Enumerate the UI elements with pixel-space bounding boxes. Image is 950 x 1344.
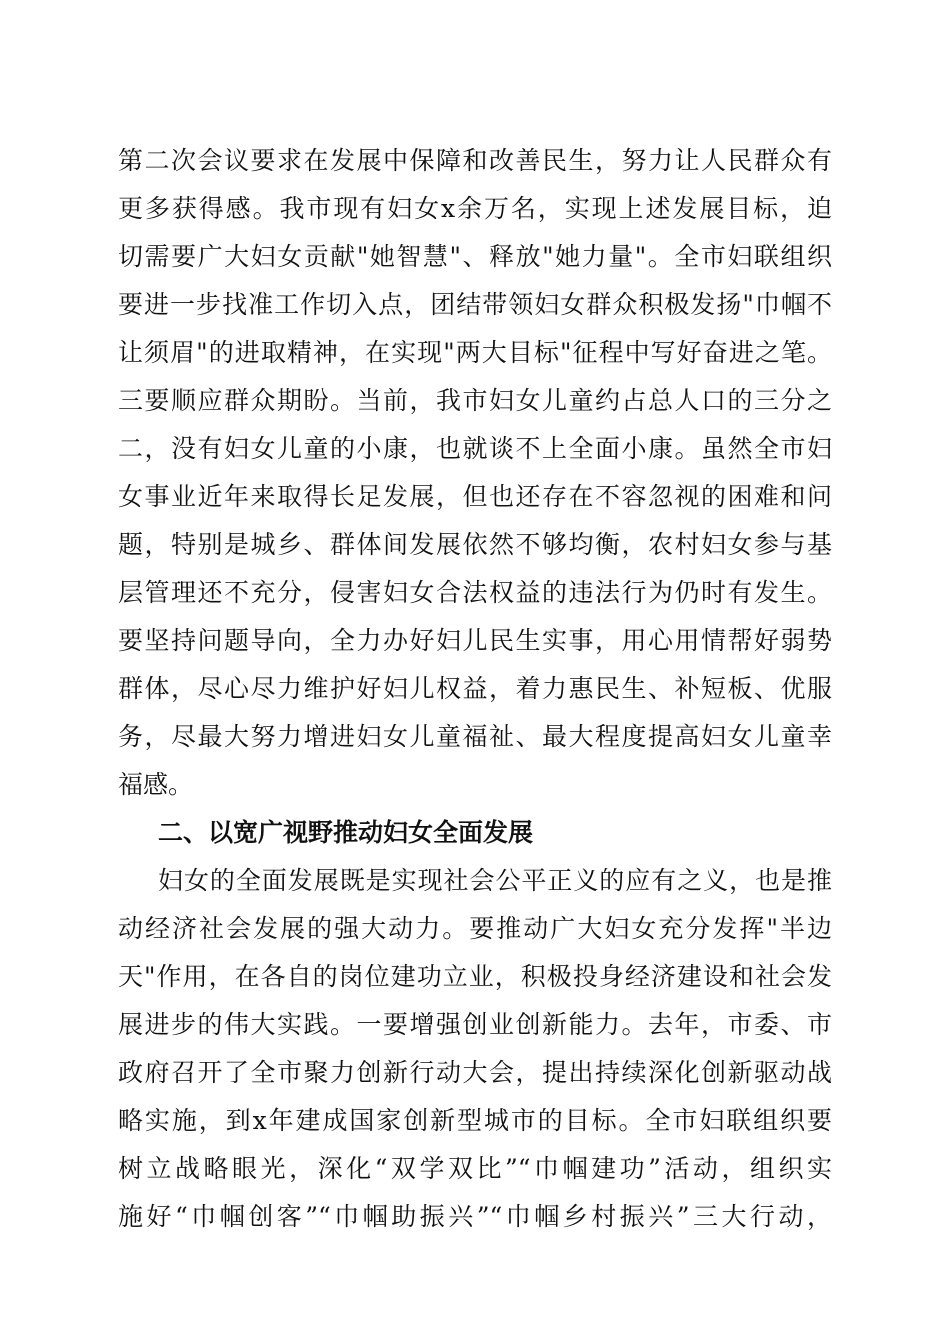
body-text-line: 让须眉"的进取精神，在实现"两大目标"征程中写好奋进之笔。 <box>118 338 832 367</box>
body-text-line: 政府召开了全市聚力创新行动大会，提出持续深化创新驱动战 <box>118 1058 832 1087</box>
body-text-line: 二，没有妇女儿童的小康，也就谈不上全面小康。虽然全市妇 <box>118 434 832 463</box>
body-text-line: 天"作用，在各自的岗位建功立业，积极投身经济建设和社会发 <box>118 962 832 991</box>
body-text-line: 略实施，到x年建成国家创新型城市的目标。全市妇联组织要 <box>118 1106 832 1135</box>
section-heading: 二、以宽广视野推动妇女全面发展 <box>158 818 534 847</box>
body-text-line: 更多获得感。我市现有妇女x余万名，实现上述发展目标，迫 <box>118 194 832 223</box>
body-text-line: 群体，尽心尽力维护好妇儿权益，着力惠民生、补短板、优服 <box>118 674 832 703</box>
body-text-line: 要坚持问题导向，全力办好妇儿民生实事，用心用情帮好弱势 <box>118 626 832 655</box>
body-text-line: 切需要广大妇女贡献"她智慧"、释放"她力量"。全市妇联组织 <box>118 242 832 271</box>
body-text-line: 树立战略眼光，深化“双学双比”“巾帼建功”活动，组织实 <box>118 1154 832 1183</box>
body-text-line: 施好“巾帼创客”“巾帼助振兴”“巾帼乡村振兴”三大行动， <box>118 1202 832 1231</box>
body-text-line: 展进步的伟大实践。一要增强创业创新能力。去年，市委、市 <box>118 1010 832 1039</box>
body-text-line: 福感。 <box>118 770 194 799</box>
body-text-line: 妇女的全面发展既是实现社会公平正义的应有之义，也是推 <box>158 866 832 895</box>
body-text-line: 层管理还不充分，侵害妇女合法权益的违法行为仍时有发生。 <box>118 578 832 607</box>
body-text-line: 要进一步找准工作切入点，团结带领妇女群众积极发扬"巾帼不 <box>118 290 832 319</box>
body-text-line: 务，尽最大努力增进妇女儿童福祉、最大程度提高妇女儿童幸 <box>118 722 832 751</box>
body-text-line: 题，特别是城乡、群体间发展依然不够均衡，农村妇女参与基 <box>118 530 832 559</box>
body-text-line: 动经济社会发展的强大动力。要推动广大妇女充分发挥"半边 <box>118 914 832 943</box>
body-text-line: 第二次会议要求在发展中保障和改善民生，努力让人民群众有 <box>118 146 832 175</box>
body-text-line: 三要顺应群众期盼。当前，我市妇女儿童约占总人口的三分之 <box>118 386 832 415</box>
body-text-line: 女事业近年来取得长足发展，但也还存在不容忽视的困难和问 <box>118 482 832 511</box>
